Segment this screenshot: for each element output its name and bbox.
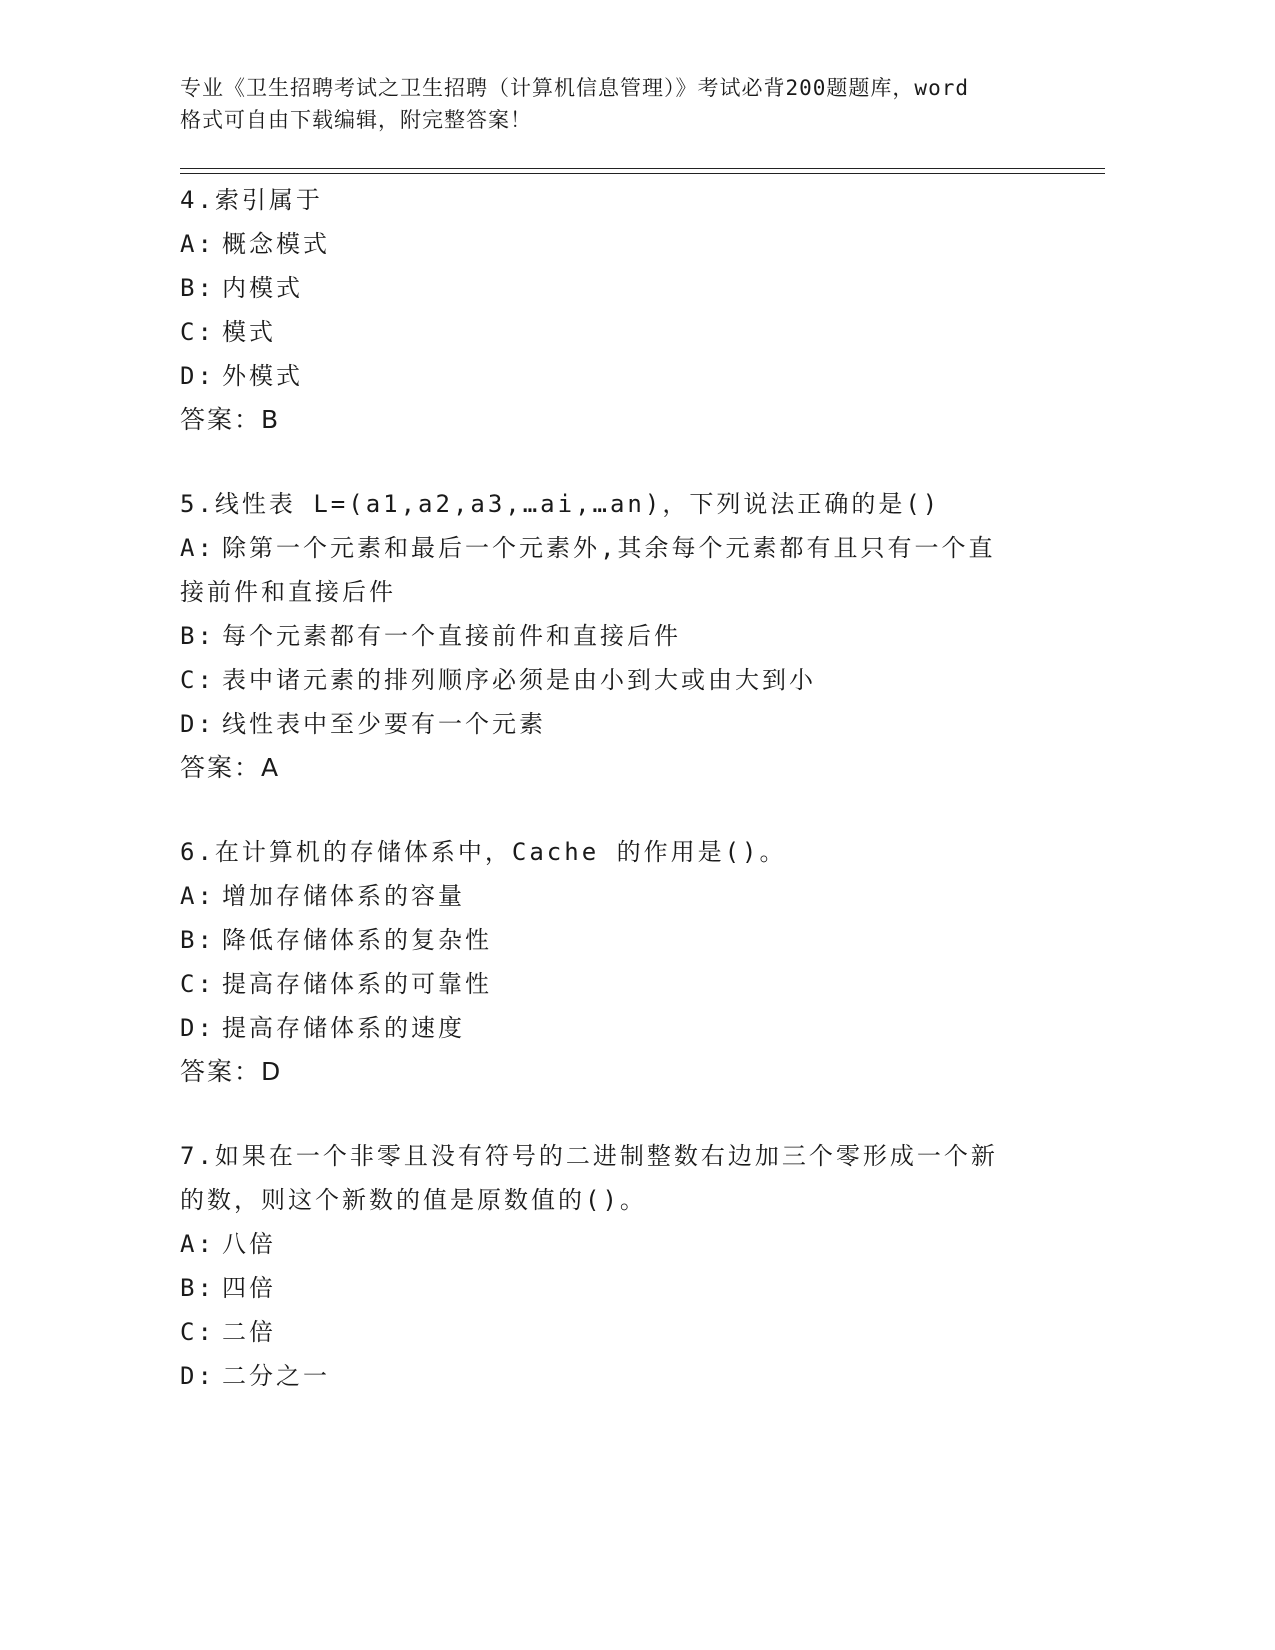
option-text: 降低存储体系的复杂性: [222, 926, 492, 954]
option-text: 外模式: [222, 362, 303, 390]
option-letter: D:: [180, 710, 215, 738]
option-b: [180, 266, 1060, 310]
option-c: [180, 310, 1060, 354]
option-letter: A:: [180, 534, 215, 562]
option-letter: D:: [180, 1362, 215, 1390]
option-d: [180, 702, 1060, 746]
question-stem: 7.如果在一个非零且没有符号的二进制整数右边加三个零形成一个新: [180, 1142, 998, 1170]
header-line-2: 格式可自由下载编辑，附完整答案！: [180, 108, 532, 132]
option-letter: A:: [180, 882, 215, 910]
option-a: [180, 874, 1060, 918]
option-c: [180, 1310, 1060, 1354]
option-text: 概念模式: [222, 230, 330, 258]
question-6: [180, 830, 1060, 1094]
option-text: 提高存储体系的速度: [222, 1014, 465, 1042]
header-line-1: 专业《卫生招聘考试之卫生招聘（计算机信息管理）》考试必背200题题库，word: [180, 76, 969, 100]
option-text: 八倍: [222, 1230, 276, 1258]
header-divider-bottom: [180, 173, 1105, 174]
option-letter: B:: [180, 274, 215, 302]
question-4: [180, 178, 1060, 442]
question-stem: 6.在计算机的存储体系中，Cache 的作用是()。: [180, 838, 787, 866]
option-letter: B:: [180, 622, 215, 650]
question-stem-continuation: 的数，则这个新数的值是原数值的()。: [180, 1186, 647, 1214]
option-text: 二分之一: [222, 1362, 330, 1390]
answer-line: 答案：A: [180, 753, 281, 782]
question-stem: 5.线性表 L=(a1,a2,a3,…ai,…an)，下列说法正确的是(): [180, 490, 941, 518]
option-text: 提高存储体系的可靠性: [222, 970, 492, 998]
option-text: 线性表中至少要有一个元素: [222, 710, 546, 738]
option-d: [180, 1006, 1060, 1050]
option-letter: D:: [180, 1014, 215, 1042]
option-letter: D:: [180, 362, 215, 390]
option-d: [180, 1354, 1060, 1398]
header-divider-top: [180, 168, 1105, 169]
option-c: [180, 658, 1060, 702]
answer-line: 答案：B: [180, 405, 281, 434]
option-letter: C:: [180, 318, 215, 346]
option-text: 每个元素都有一个直接前件和直接后件: [222, 622, 681, 650]
option-b: [180, 918, 1060, 962]
option-text: 四倍: [222, 1274, 276, 1302]
option-a: [180, 222, 1060, 266]
option-d: [180, 354, 1060, 398]
option-text: 除第一个元素和最后一个元素外,其余每个元素都有且只有一个直: [222, 534, 996, 562]
option-b: [180, 1266, 1060, 1310]
option-a-continuation: 接前件和直接后件: [180, 578, 396, 606]
option-text: 表中诸元素的排列顺序必须是由小到大或由大到小: [222, 666, 816, 694]
option-text: 内模式: [222, 274, 303, 302]
option-letter: A:: [180, 1230, 215, 1258]
question-5: [180, 482, 1060, 790]
option-letter: B:: [180, 926, 215, 954]
option-text: 增加存储体系的容量: [222, 882, 465, 910]
option-letter: C:: [180, 1318, 215, 1346]
option-letter: C:: [180, 970, 215, 998]
option-text: 二倍: [222, 1318, 276, 1346]
question-list: [180, 178, 1060, 1438]
question-7: [180, 1134, 1060, 1398]
option-a: [180, 526, 1060, 570]
option-b: [180, 614, 1060, 658]
option-letter: A:: [180, 230, 215, 258]
option-text: 模式: [222, 318, 276, 346]
option-letter: C:: [180, 666, 215, 694]
document-header: [180, 72, 1060, 136]
question-stem: 4.索引属于: [180, 186, 323, 214]
option-a: [180, 1222, 1060, 1266]
option-c: [180, 962, 1060, 1006]
answer-line: 答案：D: [180, 1057, 283, 1086]
option-letter: B:: [180, 1274, 215, 1302]
